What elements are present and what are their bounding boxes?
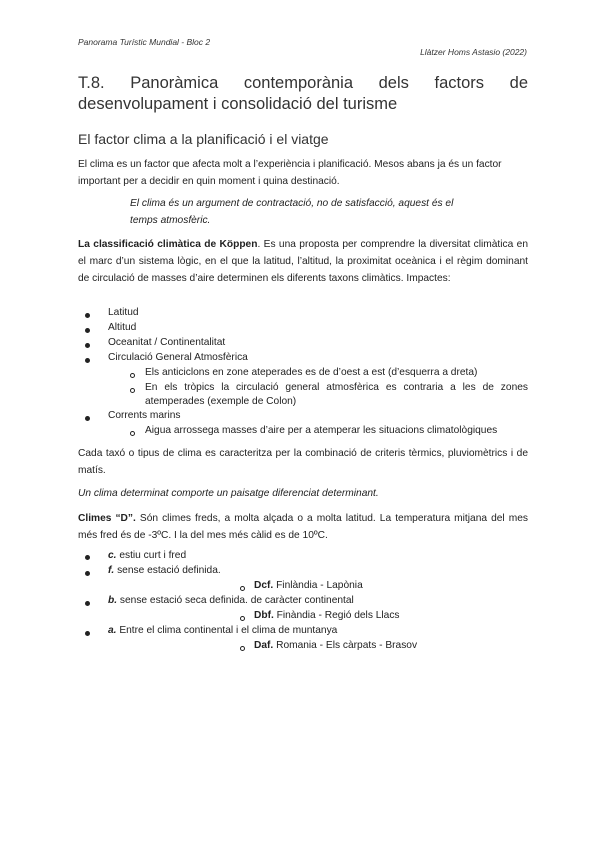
impact-altitud: Altitud [108, 322, 137, 333]
sub-bullet-circle [240, 646, 245, 651]
climes-d-paragraph [78, 510, 528, 544]
koppen-text: . Es una proposta per comprendre la diversitat climàtica en el marc d’un sistema lògic, en el que la latitud, l’altitud, la proximitat oceànica i el règim dominant de circulació de masses d’aire determinen els diferents taxons climàtics. Impactes: [78, 239, 528, 284]
d-type-b-text: sense estació seca definida. de caràcter continental [117, 595, 354, 606]
example-dcf-place: Finlàndia - Lapònia [273, 580, 363, 591]
bullet-dot [85, 313, 90, 318]
page-title-line1: T.8. Panoràmica contemporània dels factors de [78, 74, 528, 92]
d-type-f-text: sense estació definida. [114, 565, 221, 576]
section-heading: El factor clima a la planificació i el viatge [78, 131, 329, 147]
circulation-sub-1: Els anticiclons en zone ateperades es de d’oest a est (d’esquerra a dreta) [145, 367, 478, 378]
d-type-b [108, 593, 354, 608]
circulation-sub-2-cont: atemperades (exemple de Colon) [145, 396, 297, 407]
impact-corrents: Corrents marins [108, 410, 181, 421]
example-daf-code: Daf. [254, 640, 274, 651]
intro-paragraph: El clima es un factor que afecta molt a l’experiència i planificació. Mesos abans ja és un factor important per a decidir en quin moment i quina destinació. [78, 159, 502, 187]
bullet-dot [85, 358, 90, 363]
d-type-b-letter: b. [108, 595, 118, 606]
d-type-f [108, 563, 221, 578]
example-dcf [254, 578, 363, 593]
currents-sub: Aigua arrossega masses d’aire per a atemperar les situacions climatològiques [145, 425, 498, 436]
d-type-c-text: estiu curt i fred [116, 550, 187, 561]
impact-latitud: Latitud [108, 307, 139, 318]
d-type-f-letter: f. [108, 565, 115, 576]
quote-paragraph: El clima és un argument de contractació, no de satisfacció, aquest és el temps atmosfèric. [130, 198, 454, 226]
koppen-bold: La classificació climàtica de Köppen [78, 239, 258, 250]
example-dbf-place: Finàndia - Regió dels Llacs [273, 610, 400, 621]
example-daf-place: Romania - Els càrpats - Brasov [273, 640, 418, 651]
header-left: Panorama Turístic Mundial - Bloc 2 [78, 37, 211, 47]
d-type-c-letter: c. [108, 550, 117, 561]
example-daf [254, 638, 417, 653]
sub-bullet-circle [240, 586, 245, 591]
header-right: Llàtzer Homs Astasio (2022) [420, 47, 527, 57]
d-type-a [108, 623, 337, 638]
example-dbf-code: Dbf. [254, 610, 274, 621]
bullet-dot [85, 416, 90, 421]
sub-bullet-circle [130, 373, 135, 378]
sub-bullet-circle [130, 431, 135, 436]
example-dcf-code: Dcf. [254, 580, 274, 591]
d-type-a-letter: a. [108, 625, 117, 636]
sub-bullet-circle [130, 388, 135, 393]
d-type-c [108, 548, 186, 563]
climes-d-text: Són climes freds, a molta alçada o a molta latitud. La temperatura mitjana del mes més fred és de -3ºC. I la del mes més càlid es de 10ºC. [78, 513, 528, 541]
bullet-dot [85, 328, 90, 333]
sub-bullet-circle [240, 616, 245, 621]
d-type-a-text: Entre el clima continental i el clima de muntanya [116, 625, 338, 636]
impact-oceanitat: Oceanitat / Continentalitat [108, 337, 226, 348]
italic-statement: Un clima determinat comporte un paisatge diferenciat determinant. [78, 488, 379, 499]
bullet-dot [85, 343, 90, 348]
circulation-sub-2: En els tròpics la circulació general atmosfèrica es contraria a les de zones [145, 382, 528, 393]
bullet-dot [85, 631, 90, 636]
example-dbf [254, 608, 400, 623]
koppen-paragraph [78, 236, 528, 287]
bullet-dot [85, 571, 90, 576]
bullet-dot [85, 555, 90, 560]
impact-circulacio: Circulació General Atmosfèrica [108, 352, 248, 363]
taxo-paragraph: Cada taxó o tipus de clima es caracteritza per la combinació de criteris tèrmics, pluviomètrics i de matís. [78, 448, 528, 476]
bullet-dot [85, 601, 90, 606]
climes-d-bold: Climes “D”. [78, 513, 136, 524]
page-title-line2: desenvolupament i consolidació del turisme [78, 95, 398, 113]
